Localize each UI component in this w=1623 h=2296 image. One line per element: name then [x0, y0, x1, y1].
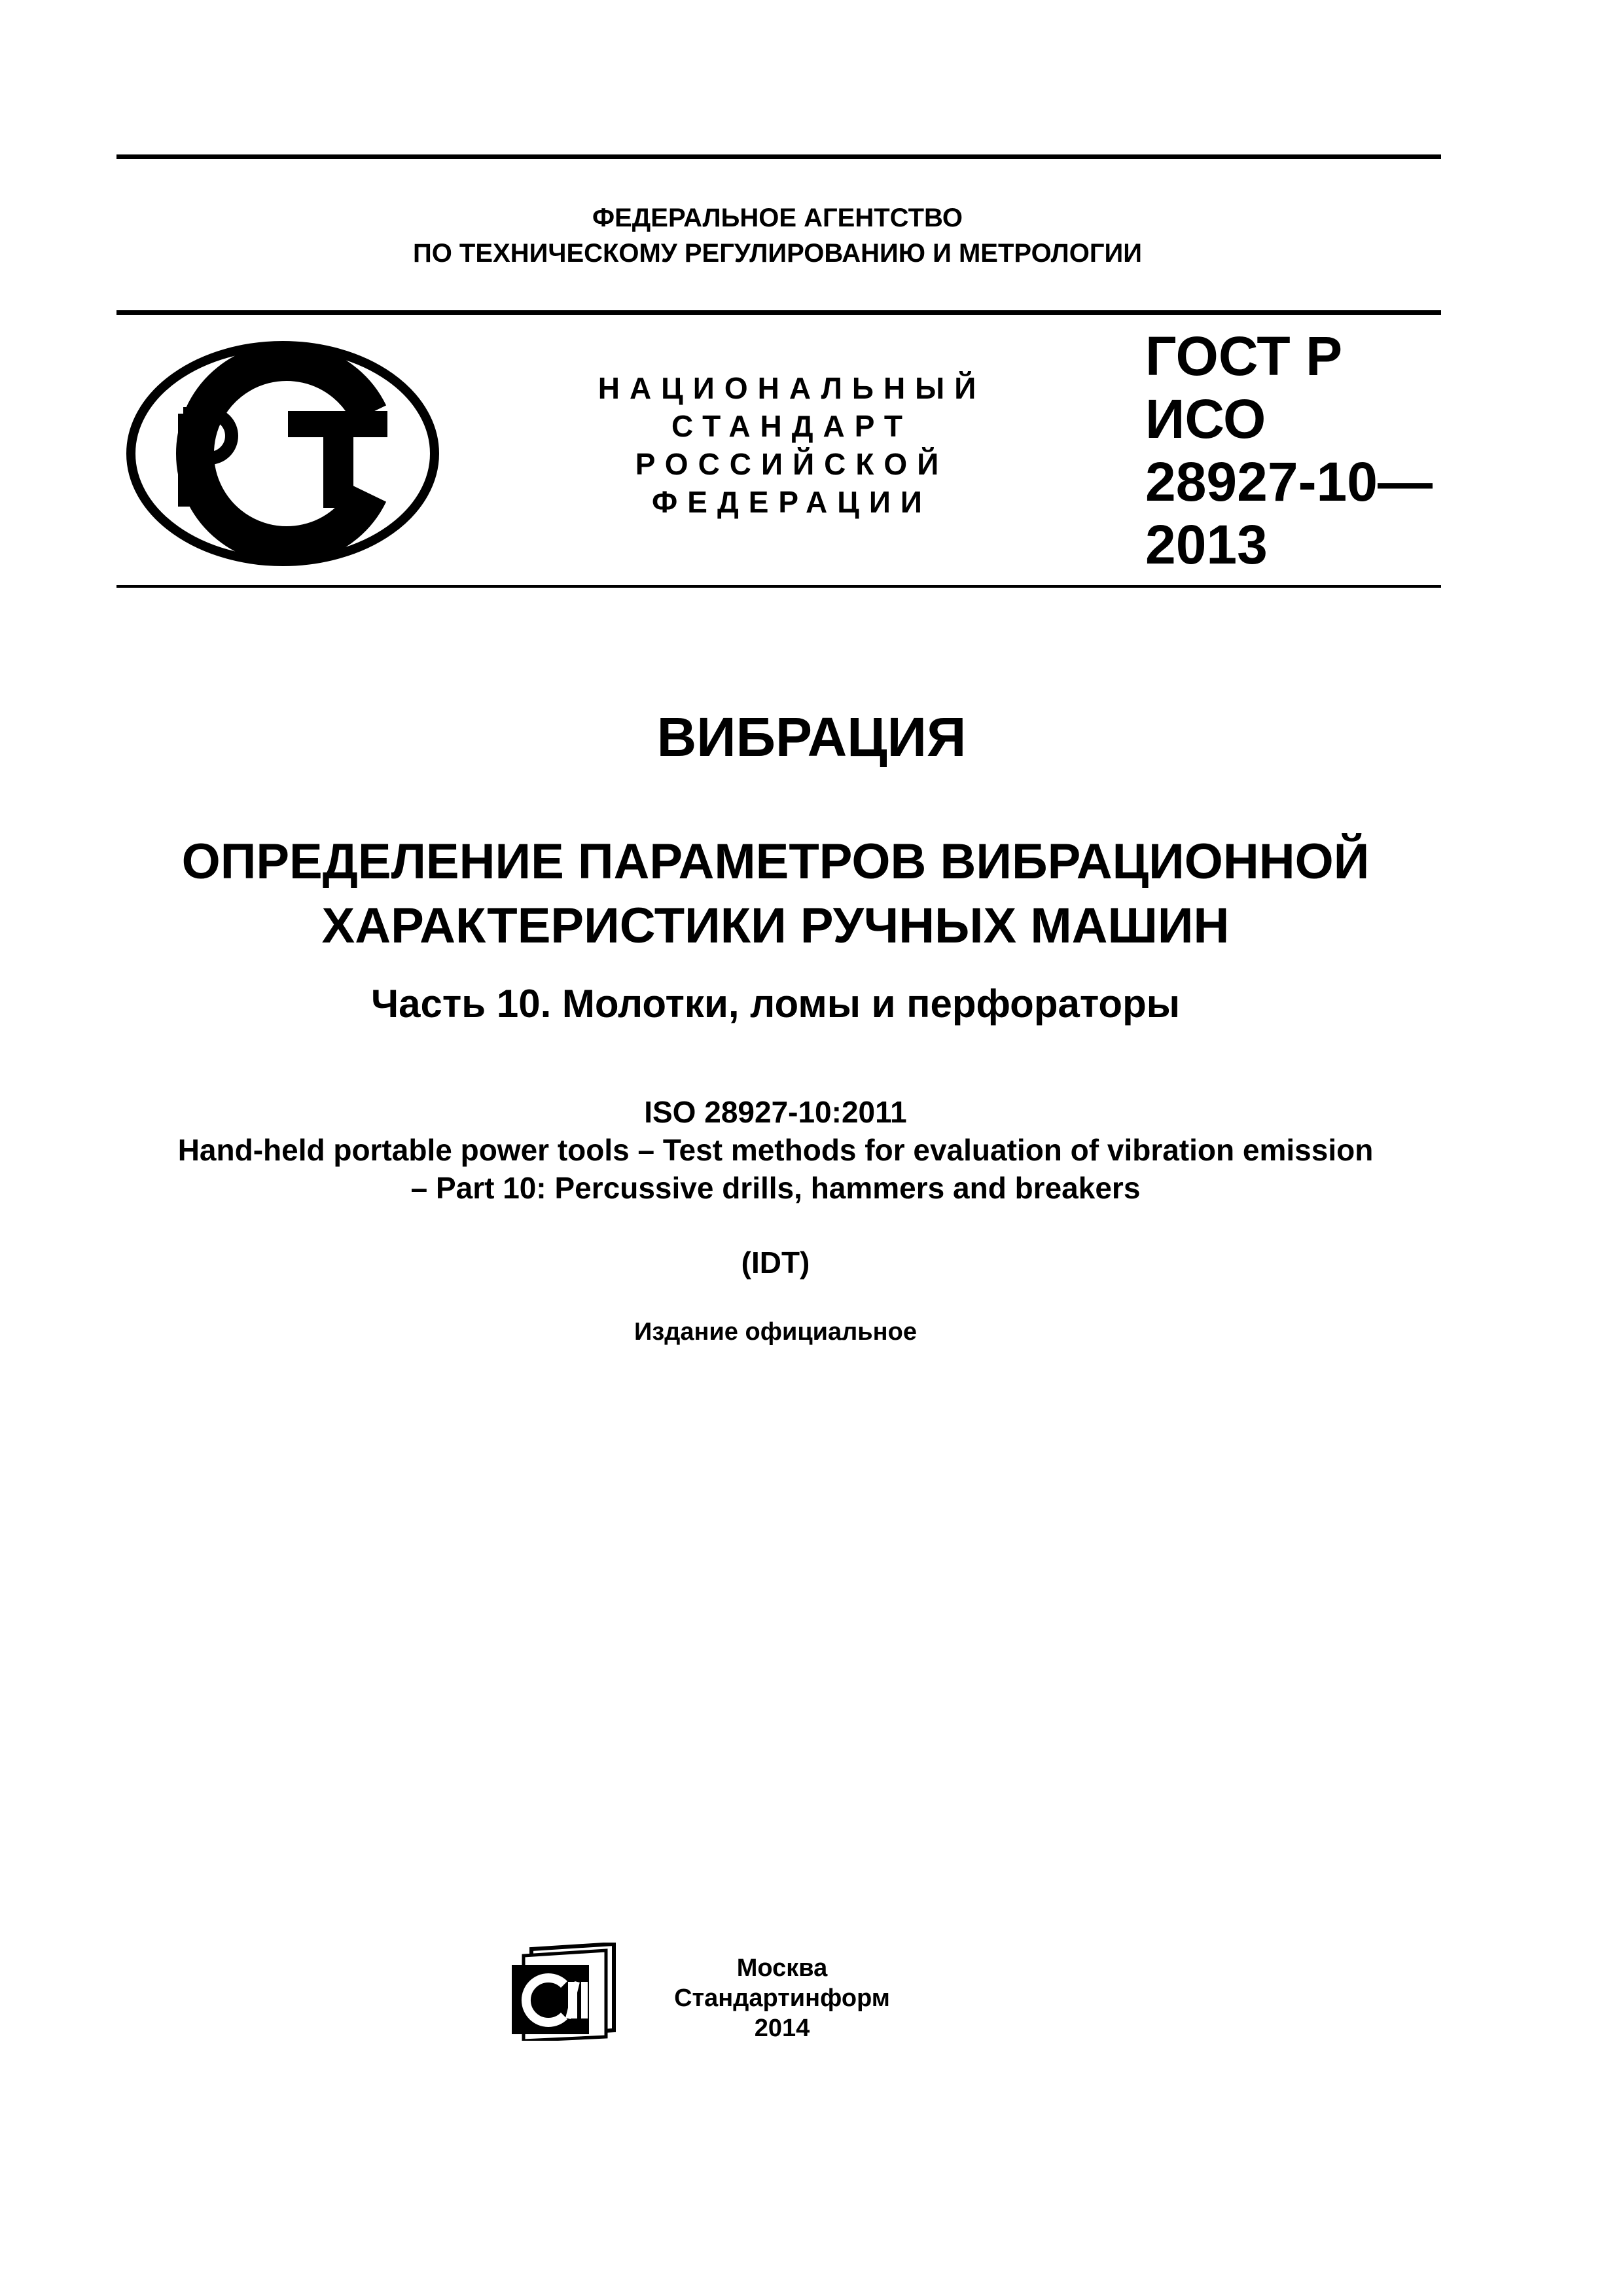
publisher-city: Москва	[736, 1954, 828, 1982]
national-line-2: СТАНДАРТ	[671, 409, 912, 443]
designation-line-3: 28927-10—	[1145, 451, 1433, 512]
equivalence-degree: (IDT)	[741, 1246, 810, 1280]
document-title: ВИБРАЦИЯ	[656, 706, 967, 768]
agency-line-2: ПО ТЕХНИЧЕСКОМУ РЕГУЛИРОВАНИЮ И МЕТРОЛОГИИ	[412, 239, 1143, 268]
standartinform-logo-icon	[509, 1943, 620, 2041]
publisher-info	[648, 1953, 916, 2043]
national-standard-label	[563, 369, 1021, 521]
top-rule	[116, 154, 1441, 159]
national-line-4: ФЕДЕРАЦИИ	[652, 485, 932, 519]
national-line-3: РОССИЙСКОЙ	[635, 447, 949, 481]
designation-line-1: ГОСТ Р	[1145, 325, 1343, 387]
iso-title-line-2: – Part 10: Percussive drills, hammers and breakers	[410, 1171, 1141, 1205]
iso-title-line-1: Hand-held portable power tools – Test methods for evaluation of vibration emission	[177, 1133, 1374, 1167]
subtitle-line-2: ХАРАКТЕРИСТИКИ РУЧНЫХ МАШИН	[321, 898, 1230, 954]
agency-heading	[116, 200, 1438, 271]
edition-label: Издание официальное	[634, 1318, 917, 1346]
publisher-name: Стандартинформ	[674, 1984, 890, 2012]
document-part-title: Часть 10. Молотки, ломы и перфораторы	[371, 982, 1180, 1026]
header-bottom-rule	[116, 585, 1441, 588]
document-subtitle	[0, 830, 1551, 958]
standard-designation	[1145, 325, 1433, 576]
subtitle-line-1: ОПРЕДЕЛЕНИЕ ПАРАМЕТРОВ ВИБРАЦИОННОЙ	[181, 834, 1370, 889]
iso-code: ISO 28927-10:2011	[644, 1095, 907, 1129]
gost-r-mark-icon	[126, 340, 440, 567]
agency-line-1: ФЕДЕРАЛЬНОЕ АГЕНТСТВО	[592, 204, 963, 232]
iso-reference	[0, 1093, 1551, 1207]
publication-year: 2014	[754, 2015, 810, 2042]
designation-line-2: ИСО	[1145, 388, 1266, 450]
header-top-rule	[116, 310, 1441, 315]
national-line-1: НАЦИОНАЛЬНЫЙ	[597, 371, 986, 405]
designation-line-4: 2013	[1145, 514, 1268, 575]
